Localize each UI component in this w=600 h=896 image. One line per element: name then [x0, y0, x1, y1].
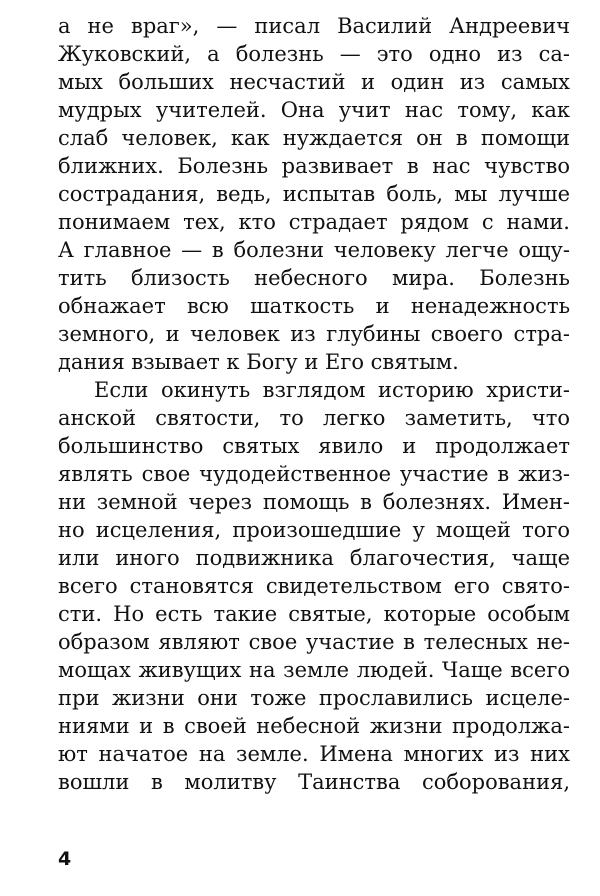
- text-line: большинство святых явило и продолжает: [58, 434, 570, 458]
- text-line: а не враг», — писал Василий Андреевич: [58, 14, 570, 38]
- text-line: мудрых учителей. Она учит нас тому, как: [58, 98, 570, 122]
- text-line: ют начатое на земле. Имена многих из них: [58, 742, 570, 766]
- text-line: сострадания, ведь, испытав боль, мы лучше: [58, 182, 570, 206]
- text-line: вошли в молитву Таинства соборования,: [58, 770, 570, 794]
- text-line: тить близость небесного мира. Болезнь: [58, 266, 570, 290]
- text-line: ближних. Болезнь развивает в нас чувство: [58, 154, 570, 178]
- text-line: мых больших несчастий и один из самых: [58, 70, 570, 94]
- text-line: являть свое чудодейственное участие в жиз-: [58, 462, 570, 486]
- text-line: земного, и человек из глубины своего стра-: [58, 322, 570, 346]
- text-line: ни земной через помощь в болезнях. Имен-: [58, 490, 570, 514]
- text-line: всего становятся свидетельством его свято-: [58, 574, 570, 598]
- text-line: при жизни они тоже прославились исцеле-: [58, 686, 570, 710]
- text-line: дания взывает к Богу и Его святым.: [58, 350, 459, 374]
- text-line: понимаем тех, кто страдает рядом с нами.: [58, 210, 570, 234]
- text-line: Жуковский, а болезнь — это одно из са-: [58, 42, 570, 66]
- text-line: но исцеления, произошедшие у мощей того: [58, 518, 570, 542]
- text-line: ниями и в своей небесной жизни продолжа-: [58, 714, 570, 738]
- text-line: мощах живущих на земле людей. Чаще всего: [58, 658, 570, 682]
- body-text: [58, 12, 570, 796]
- text-line: или иного подвижника благочестия, чаще: [58, 546, 570, 570]
- text-line: А главное — в болезни человеку легче ощу-: [58, 238, 570, 262]
- text-line: Если окинуть взглядом историю христи-: [94, 378, 570, 402]
- text-line: анской святости, то легко заметить, что: [58, 406, 570, 430]
- text-line: обнажает всю шаткость и ненадежность: [58, 294, 570, 318]
- page-number: 4: [58, 848, 72, 870]
- text-line: слаб человек, как нуждается он в помощи: [58, 126, 570, 150]
- text-line: сти. Но есть такие святые, которые особым: [58, 602, 570, 626]
- text-line: образом являют свое участие в телесных не-: [58, 630, 570, 654]
